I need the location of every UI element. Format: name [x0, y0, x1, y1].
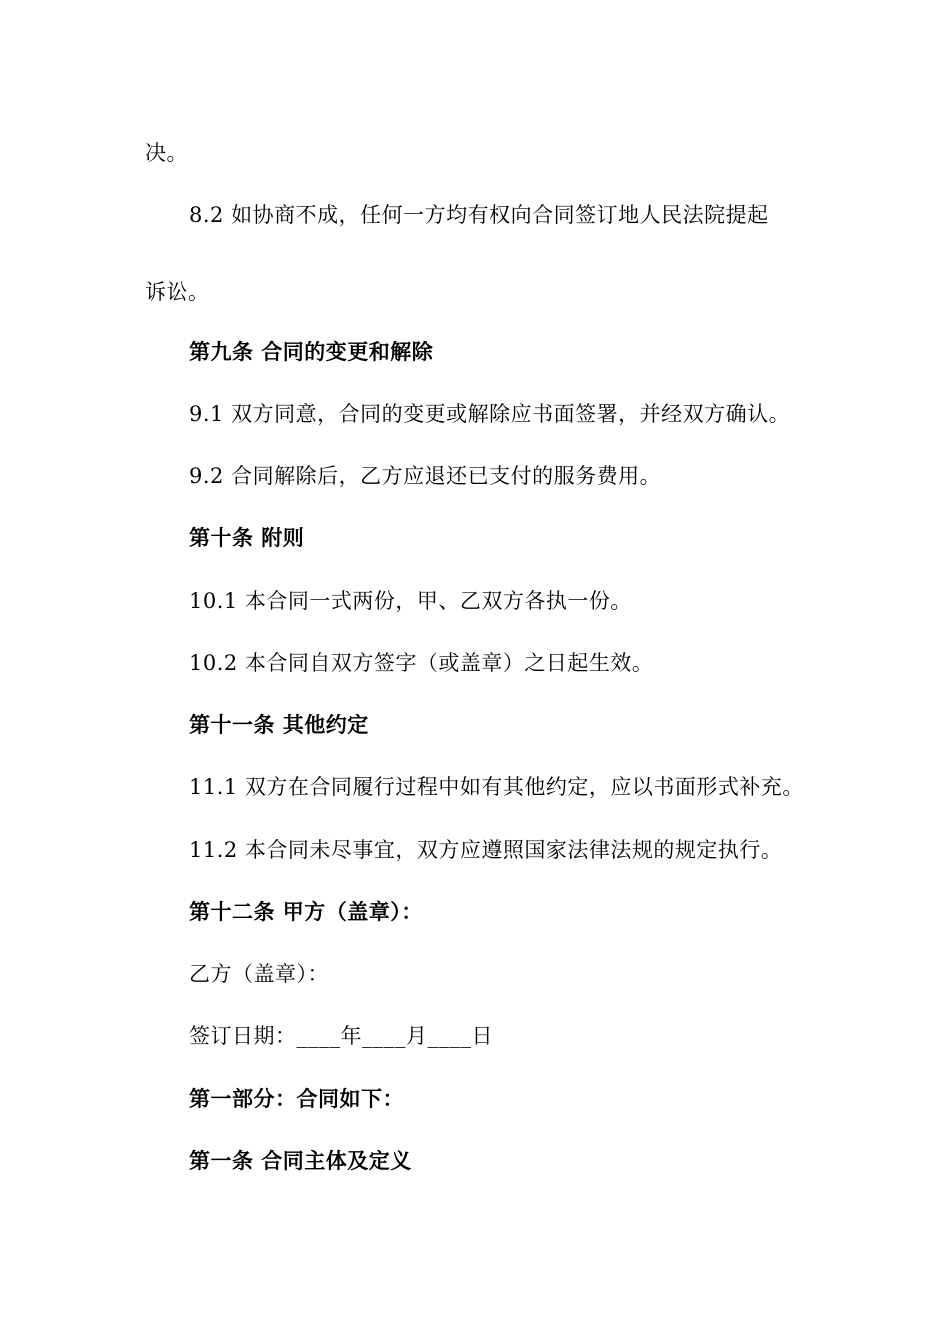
part-one-heading: 第一部分：合同如下： — [189, 1086, 404, 1111]
section-heading-10: 第十条 附则 — [189, 525, 305, 550]
clause-8-2: 8.2 如协商不成，任何一方均有权向合同签订地人民法院提起 — [189, 203, 769, 227]
section-heading-1: 第一条 合同主体及定义 — [189, 1148, 412, 1173]
clause-9-1: 9.1 双方同意，合同的变更或解除应书面签署，并经双方确认。 — [189, 402, 791, 426]
section-heading-11: 第十一条 其他约定 — [189, 712, 369, 737]
paragraph-continuation: 诉讼。 — [145, 280, 210, 304]
clause-10-2: 10.2 本合同自双方签字（或盖章）之日起生效。 — [189, 651, 654, 675]
section-heading-9: 第九条 合同的变更和解除 — [189, 339, 434, 364]
clause-11-2: 11.2 本合同未尽事宜，双方应遵照国家法律法规的规定执行。 — [189, 838, 783, 862]
clause-11-1: 11.1 双方在合同履行过程中如有其他约定，应以书面形式补充。 — [189, 775, 804, 799]
clause-9-2: 9.2 合同解除后，乙方应退还已支付的服务费用。 — [189, 464, 662, 488]
signing-date: 签订日期：____年____月____日 — [189, 1024, 493, 1048]
clause-10-1: 10.1 本合同一式两份，甲、乙双方各执一份。 — [189, 589, 632, 613]
section-heading-12: 第十二条 甲方（盖章）： — [189, 899, 423, 924]
party-b-seal: 乙方（盖章）： — [189, 962, 329, 986]
paragraph-continuation: 决。 — [145, 141, 188, 165]
